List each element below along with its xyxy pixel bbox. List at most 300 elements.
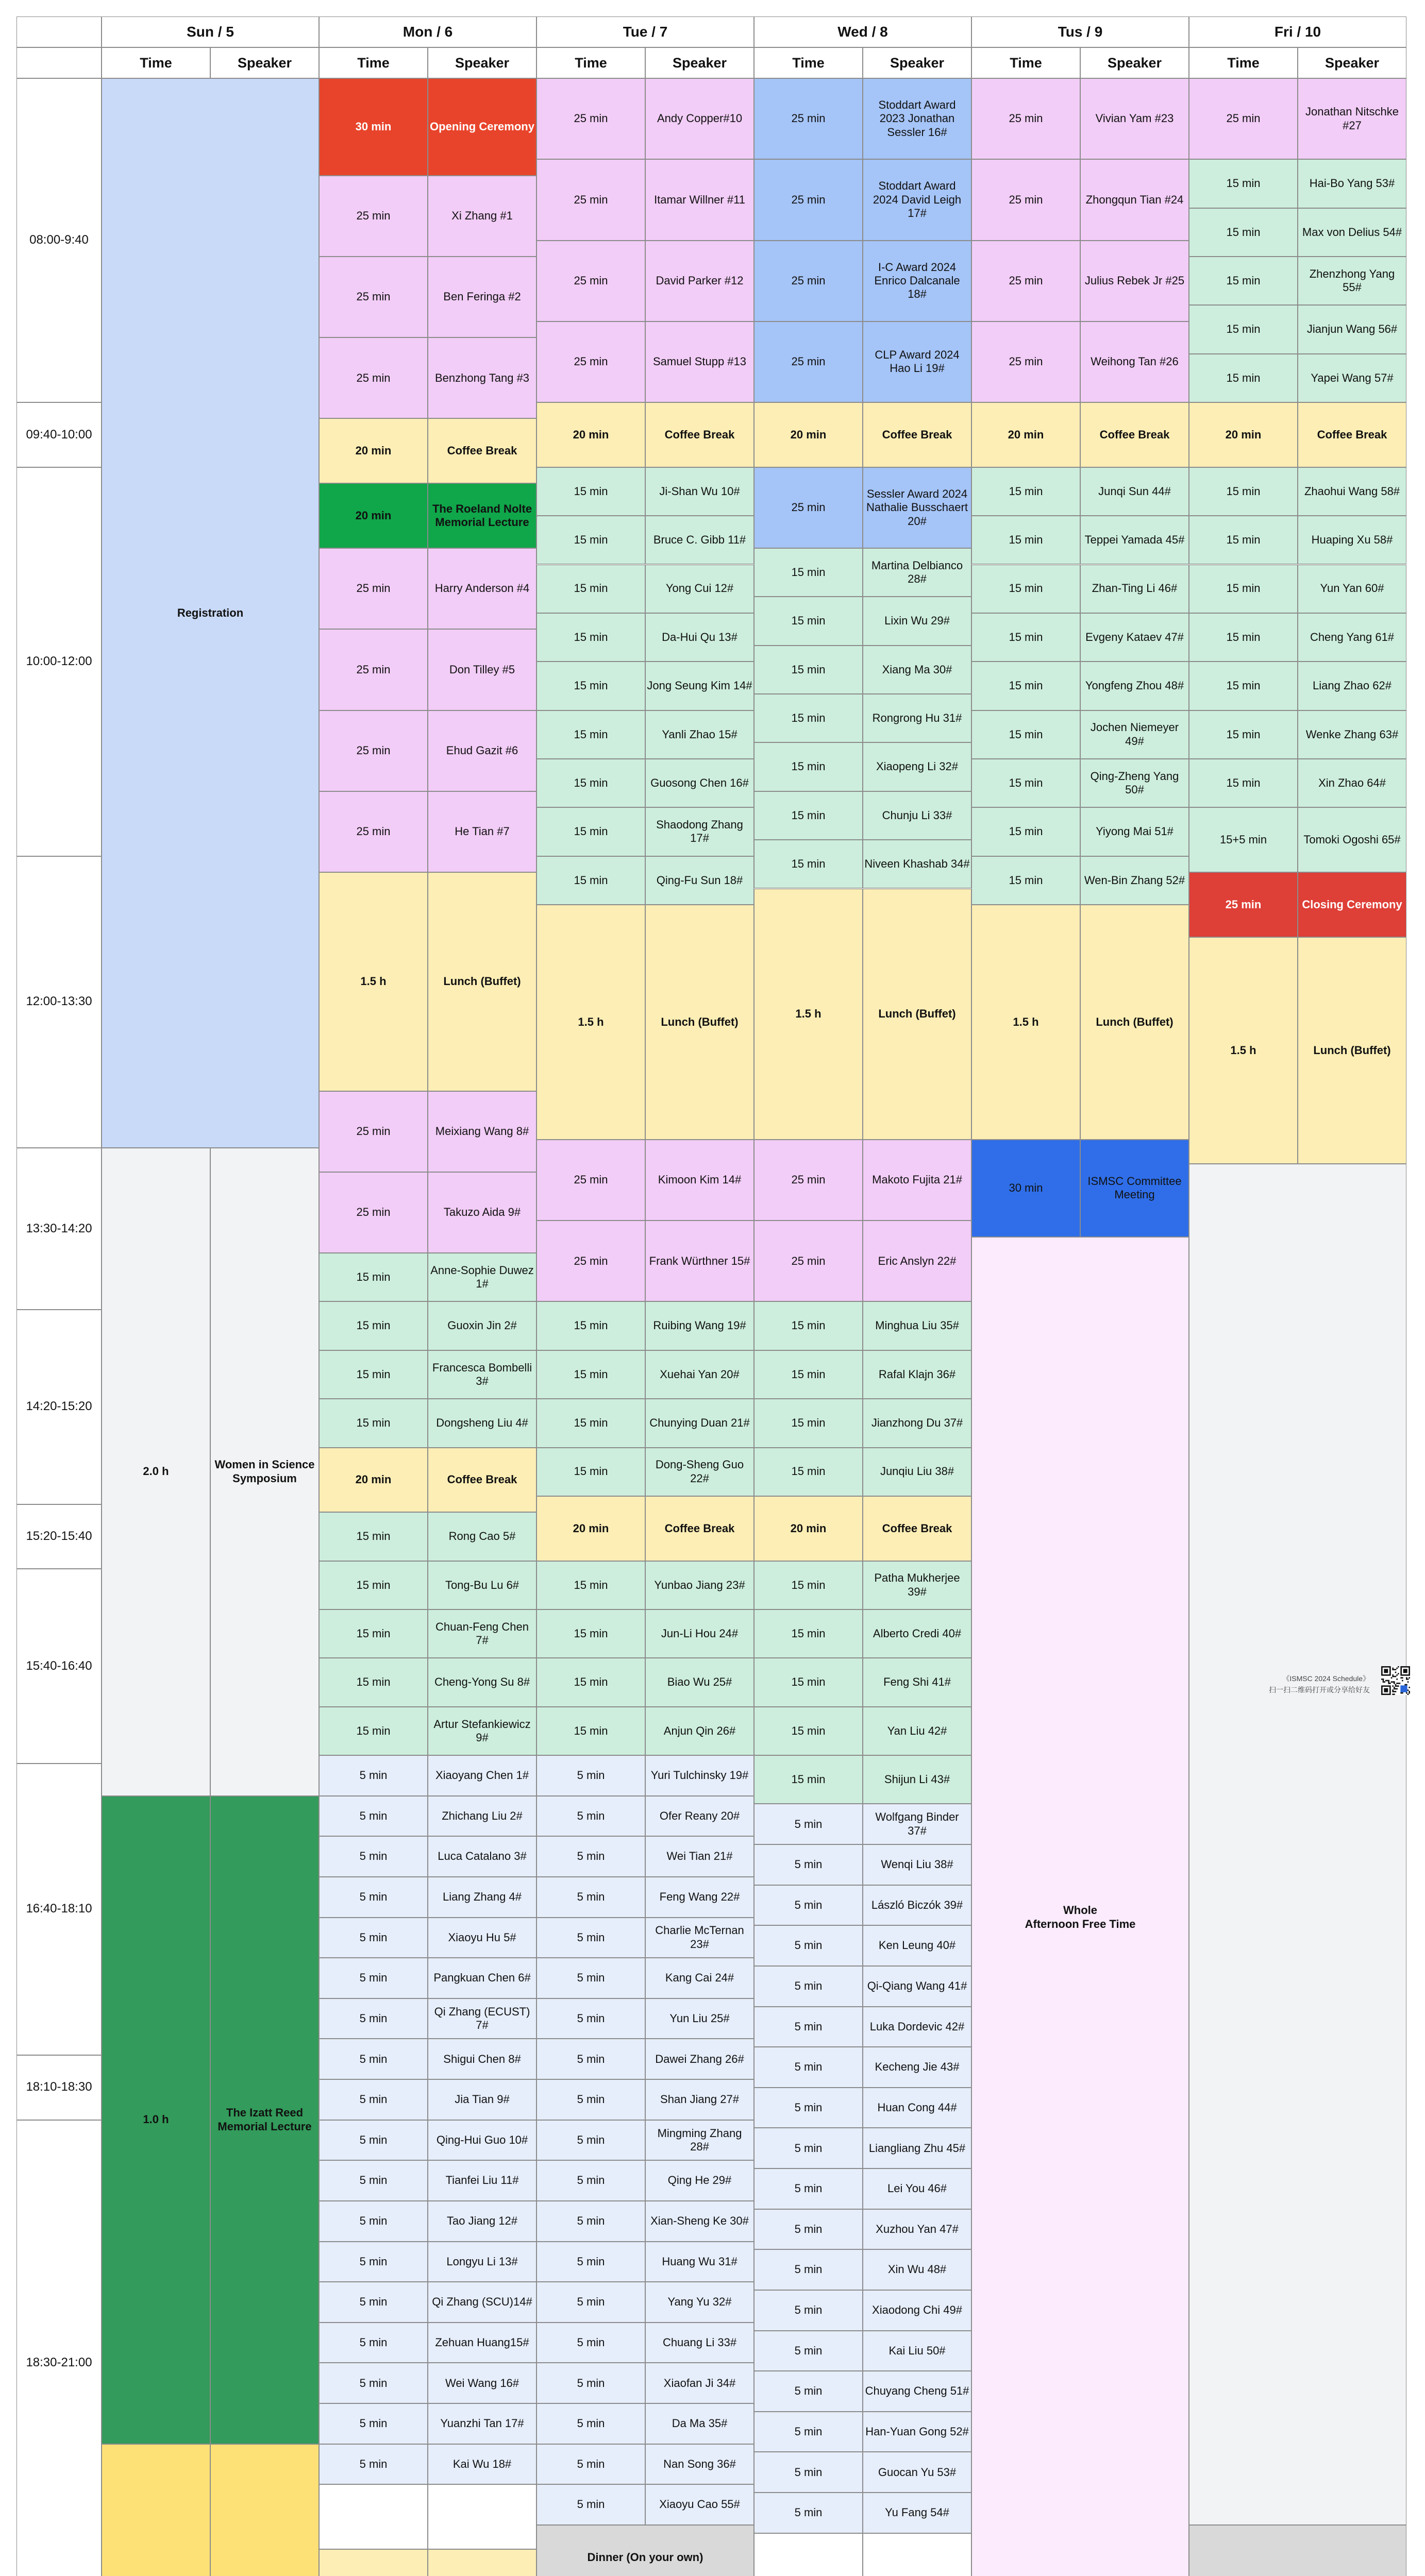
session-speaker: Junqiu Liu 38# bbox=[863, 1448, 971, 1496]
session-speaker: Kai Liu 50# bbox=[863, 2331, 971, 2371]
session-speaker: I-C Award 2024 Enrico Dalcanale 18# bbox=[863, 241, 971, 321]
session-speaker: Cheng-Yong Su 8# bbox=[428, 1658, 537, 1706]
session-duration: 25 min bbox=[537, 241, 645, 321]
session-speaker: Xiaofan Ji 34# bbox=[645, 2363, 754, 2403]
session-speaker: Tao Jiang 12# bbox=[428, 2201, 537, 2242]
session-duration bbox=[754, 2533, 863, 2576]
session-duration: 25 min bbox=[319, 337, 428, 418]
session-speaker: Xiaoyu Hu 5# bbox=[428, 1918, 537, 1958]
session-speaker: Kimoon Kim 14# bbox=[645, 1140, 754, 1221]
session-speaker: Coffee Break bbox=[428, 1448, 537, 1513]
session-speaker: Xiang Ma 30# bbox=[863, 646, 971, 694]
session-duration: 25 min bbox=[537, 1140, 645, 1221]
session-duration: 5 min bbox=[537, 1836, 645, 1877]
merged-block: Whole Afternoon Free Time bbox=[971, 1237, 1189, 2576]
session-speaker: Samuel Stupp #13 bbox=[645, 321, 754, 402]
session-speaker: David Parker #12 bbox=[645, 241, 754, 321]
session-duration: 15 min bbox=[971, 467, 1080, 516]
time-slot-label: 18:30-21:00 bbox=[16, 2120, 102, 2576]
session-duration: 15 min bbox=[754, 1350, 863, 1399]
session-duration: 15 min bbox=[754, 1755, 863, 1804]
session-duration: 25 min bbox=[754, 159, 863, 240]
session-duration: 5 min bbox=[537, 1998, 645, 2039]
session-speaker: Coffee Break bbox=[645, 402, 754, 467]
session-duration: 15+5 min bbox=[1189, 807, 1298, 872]
session-speaker: Dongsheng Liu 4# bbox=[428, 1399, 537, 1447]
session-duration: 15 min bbox=[1189, 613, 1298, 662]
session-speaker: Xiaoyu Cao 55# bbox=[645, 2484, 754, 2525]
session-duration: 5 min bbox=[754, 1925, 863, 1966]
session-speaker: Guocan Yu 53# bbox=[863, 2452, 971, 2493]
session-duration: 5 min bbox=[537, 2282, 645, 2323]
session-duration: 1.5 h bbox=[971, 905, 1080, 1140]
session-speaker: Charlie McTernan 23# bbox=[645, 1918, 754, 1958]
session-speaker: Makoto Fujita 21# bbox=[863, 1140, 971, 1221]
session-duration: 15 min bbox=[319, 1609, 428, 1658]
session-speaker: Qing He 29# bbox=[645, 2160, 754, 2201]
session-speaker: Coffee Break bbox=[863, 402, 971, 467]
session-speaker: He Tian #7 bbox=[428, 791, 537, 872]
session-speaker: Guosong Chen 16# bbox=[645, 759, 754, 807]
session-speaker: Rafal Klajn 36# bbox=[863, 1350, 971, 1399]
session-duration: 20 min bbox=[537, 402, 645, 467]
session-speaker: Lei You 46# bbox=[863, 2168, 971, 2209]
session-speaker: Tianfei Liu 11# bbox=[428, 2160, 537, 2201]
time-column-header: Time bbox=[971, 47, 1080, 78]
session-duration: 5 min bbox=[537, 2444, 645, 2485]
session-duration: 15 min bbox=[754, 646, 863, 694]
session-duration: 1.5 h bbox=[754, 889, 863, 1140]
session-duration: 15 min bbox=[1189, 710, 1298, 759]
session-duration: 5 min bbox=[319, 1958, 428, 1998]
session-speaker: Frank Würthner 15# bbox=[645, 1221, 754, 1301]
session-speaker: Coffee Break bbox=[863, 1496, 971, 1561]
session-speaker: Qing-Fu Sun 18# bbox=[645, 856, 754, 905]
session-speaker: Francesca Bombelli 3# bbox=[428, 1350, 537, 1399]
session-duration: 15 min bbox=[754, 1658, 863, 1706]
session-duration: 5 min bbox=[537, 2242, 645, 2282]
session-speaker: Rong Cao 5# bbox=[428, 1512, 537, 1561]
session-duration: 5 min bbox=[754, 1885, 863, 1926]
session-speaker: Kecheng Jie 43# bbox=[863, 2047, 971, 2088]
session-duration: 15 min bbox=[319, 1350, 428, 1399]
session-duration: 15 min bbox=[754, 1609, 863, 1658]
session-speaker: Yan Liu 42# bbox=[863, 1707, 971, 1755]
time-column-header: Time bbox=[1189, 47, 1298, 78]
session-speaker: Zhaohui Wang 58# bbox=[1298, 467, 1406, 516]
merged-block bbox=[1189, 2525, 1406, 2576]
session-speaker: Jong Seung Kim 14# bbox=[645, 662, 754, 710]
session-speaker: Anne-Sophie Duwez 1# bbox=[428, 1253, 537, 1301]
session-duration: 5 min bbox=[319, 2363, 428, 2403]
time-slot-label: 09:40-10:00 bbox=[16, 402, 102, 467]
merged-block bbox=[1189, 1164, 1406, 2525]
session-duration: 5 min bbox=[537, 1796, 645, 1837]
session-duration: 15 min bbox=[754, 1707, 863, 1755]
session-duration: 15 min bbox=[537, 1561, 645, 1609]
session-duration: 25 min bbox=[537, 159, 645, 240]
session-duration: 15 min bbox=[537, 710, 645, 759]
session-duration: 25 min bbox=[537, 78, 645, 159]
session-duration: 15 min bbox=[537, 662, 645, 710]
time-column-header: Time bbox=[102, 47, 210, 78]
session-duration: 15 min bbox=[319, 1512, 428, 1561]
session-duration: 25 min bbox=[319, 1091, 428, 1172]
session-duration: 5 min bbox=[319, 1918, 428, 1958]
session-duration: 15 min bbox=[537, 856, 645, 905]
time-slot-label: 14:20-15:20 bbox=[16, 1310, 102, 1504]
session-duration: 15 min bbox=[537, 467, 645, 516]
session-duration: 20 min bbox=[319, 483, 428, 548]
session-speaker: Xin Zhao 64# bbox=[1298, 759, 1406, 807]
session-duration: 25 min bbox=[971, 78, 1080, 159]
session-duration: 5 min bbox=[754, 2249, 863, 2290]
session-duration: 5 min bbox=[537, 1877, 645, 1918]
session-speaker: Liang Zhang 4# bbox=[428, 1877, 537, 1918]
session-duration: 5 min bbox=[754, 2371, 863, 2412]
session-duration: 5 min bbox=[754, 1804, 863, 1844]
session-duration: 1.5 h bbox=[1189, 937, 1298, 1164]
session-speaker: Tong-Bu Lu 6# bbox=[428, 1561, 537, 1609]
session-duration: 15 min bbox=[971, 565, 1080, 613]
session-speaker: Luka Dordevic 42# bbox=[863, 2007, 971, 2047]
session-speaker: Yiyong Mai 51# bbox=[1080, 807, 1189, 856]
session-speaker: Chunying Duan 21# bbox=[645, 1399, 754, 1447]
session-speaker: Luca Catalano 3# bbox=[428, 1836, 537, 1877]
session-duration: 5 min bbox=[754, 2452, 863, 2493]
session-speaker: Da-Hui Qu 13# bbox=[645, 613, 754, 662]
session-duration: 15 min bbox=[537, 613, 645, 662]
speaker-column-header: Speaker bbox=[428, 47, 537, 78]
session-speaker: Pangkuan Chen 6# bbox=[428, 1958, 537, 1998]
session-duration: 25 min bbox=[754, 241, 863, 321]
session-duration: 25 min bbox=[754, 78, 863, 159]
session-duration: 5 min bbox=[537, 1755, 645, 1796]
time-slot-label: 16:40-18:10 bbox=[16, 1764, 102, 2055]
session-duration: 25 min bbox=[1189, 872, 1298, 937]
session-speaker: Niveen Khashab 34# bbox=[863, 840, 971, 888]
session-duration: 1.5 h bbox=[319, 872, 428, 1091]
session-duration: 5 min bbox=[319, 2120, 428, 2161]
session-duration: 15 min bbox=[971, 613, 1080, 662]
session-duration: 15 min bbox=[537, 1350, 645, 1399]
session-speaker: Patha Mukherjee 39# bbox=[863, 1561, 971, 1609]
session-speaker: Minghua Liu 35# bbox=[863, 1301, 971, 1350]
session-duration: 2.0 h bbox=[102, 1148, 210, 1796]
session-speaker: Stoddart Award 2024 David Leigh 17# bbox=[863, 159, 971, 240]
session-speaker: Lunch (Buffet) bbox=[645, 905, 754, 1140]
session-speaker: Nan Song 36# bbox=[645, 2444, 754, 2485]
session-speaker: Zehuan Huang15# bbox=[428, 2323, 537, 2363]
session-speaker: Andy Copper#10 bbox=[645, 78, 754, 159]
session-speaker: ISMSC Committee Meeting bbox=[1080, 1140, 1189, 1237]
merged-block: Dinner (On your own) bbox=[537, 2525, 754, 2576]
session-duration: 15 min bbox=[971, 856, 1080, 905]
session-duration: 1.5 h bbox=[537, 905, 645, 1140]
qr-code-icon[interactable] bbox=[1381, 1666, 1410, 1695]
session-duration: 5 min bbox=[754, 2493, 863, 2533]
session-duration: 25 min bbox=[754, 1140, 863, 1221]
session-duration: 25 min bbox=[971, 159, 1080, 240]
session-duration: 25 min bbox=[319, 257, 428, 337]
session-speaker: Qi Zhang (ECUST) 7# bbox=[428, 1998, 537, 2039]
session-speaker: Xi Zhang #1 bbox=[428, 176, 537, 257]
speaker-column-header: Speaker bbox=[863, 47, 971, 78]
session-duration: 5 min bbox=[537, 2079, 645, 2120]
session-duration: 5 min bbox=[319, 1998, 428, 2039]
session-duration: 15 min bbox=[1189, 516, 1298, 564]
session-speaker: Xian-Sheng Ke 30# bbox=[645, 2201, 754, 2242]
session-speaker: Wen-Bin Zhang 52# bbox=[1080, 856, 1189, 905]
session-duration: 25 min bbox=[319, 791, 428, 872]
session-speaker: Stoddart Award 2023 Jonathan Sessler 16# bbox=[863, 78, 971, 159]
session-duration: 15 min bbox=[1189, 565, 1298, 613]
session-duration: 5 min bbox=[754, 2290, 863, 2331]
session-duration: 5 min bbox=[319, 1836, 428, 1877]
session-speaker: Xiaoyang Chen 1# bbox=[428, 1755, 537, 1796]
time-slot-label: 10:00-12:00 bbox=[16, 467, 102, 856]
session-speaker: Huan Cong 44# bbox=[863, 2088, 971, 2128]
session-speaker: Lunch (Buffet) bbox=[1080, 905, 1189, 1140]
session-duration: 25 min bbox=[319, 176, 428, 257]
session-duration: 5 min bbox=[319, 1755, 428, 1796]
session-speaker: Yuanzhi Tan 17# bbox=[428, 2403, 537, 2444]
session-duration: 15 min bbox=[754, 1448, 863, 1496]
session-speaker: Wei Tian 21# bbox=[645, 1836, 754, 1877]
day-header: Sun / 5 bbox=[102, 16, 319, 47]
session-duration: 25 min bbox=[537, 1221, 645, 1301]
session-speaker: Don Tilley #5 bbox=[428, 629, 537, 710]
session-duration: 5 min bbox=[319, 1877, 428, 1918]
session-speaker: Coffee Break bbox=[1298, 402, 1406, 467]
session-speaker: Junqi Sun 44# bbox=[1080, 467, 1189, 516]
session-speaker: Hai-Bo Yang 53# bbox=[1298, 159, 1406, 208]
session-speaker: Zhenzhong Yang 55# bbox=[1298, 257, 1406, 305]
session-speaker: Qing-Zheng Yang 50# bbox=[1080, 759, 1189, 807]
session-speaker: Alberto Credi 40# bbox=[863, 1609, 971, 1658]
session-speaker: Feng Shi 41# bbox=[863, 1658, 971, 1706]
session-duration: 15 min bbox=[1189, 208, 1298, 257]
session-speaker: The Izatt Reed Memorial Lecture bbox=[210, 1796, 319, 2444]
session-duration: 5 min bbox=[319, 1796, 428, 1837]
session-speaker: Wenke Zhang 63# bbox=[1298, 710, 1406, 759]
session-duration: 20 min bbox=[1189, 402, 1298, 467]
session-duration: 15 min bbox=[754, 1561, 863, 1609]
session-duration: 15 min bbox=[1189, 159, 1298, 208]
session-duration: 1.0 h bbox=[102, 1796, 210, 2444]
session-duration: 15 min bbox=[537, 1707, 645, 1755]
session-speaker: Harry Anderson #4 bbox=[428, 548, 537, 629]
session-duration: 5 min bbox=[754, 1966, 863, 2007]
session-speaker: László Biczók 39# bbox=[863, 1885, 971, 1926]
session-duration: 15 min bbox=[319, 1301, 428, 1350]
session-duration: 20 min bbox=[971, 402, 1080, 467]
session-speaker: Yun Yan 60# bbox=[1298, 565, 1406, 613]
session-speaker: Dong-Sheng Guo 22# bbox=[645, 1448, 754, 1496]
session-duration: 15 min bbox=[754, 1301, 863, 1350]
session-speaker: Yuri Tulchinsky 19# bbox=[645, 1755, 754, 1796]
session-speaker: Shaodong Zhang 17# bbox=[645, 807, 754, 856]
session-duration: 20 min bbox=[319, 418, 428, 483]
session-speaker: Huaping Xu 58# bbox=[1298, 516, 1406, 564]
session-duration: 15 min bbox=[754, 742, 863, 791]
session-speaker: Qi-Qiang Wang 41# bbox=[863, 1966, 971, 2007]
session-duration: 30 min bbox=[319, 78, 428, 176]
session-duration: 20 min bbox=[754, 402, 863, 467]
session-speaker: Yu Fang 54# bbox=[863, 2493, 971, 2533]
session-speaker: Kai Wu 18# bbox=[428, 2444, 537, 2485]
session-speaker: Ji-Shan Wu 10# bbox=[645, 467, 754, 516]
session-duration: 5 min bbox=[754, 2412, 863, 2452]
session-duration: 25 min bbox=[537, 321, 645, 402]
session-speaker: Guoxin Jin 2# bbox=[428, 1301, 537, 1350]
session-speaker: Lunch (Buffet) bbox=[1298, 937, 1406, 1164]
session-speaker: Chunju Li 33# bbox=[863, 791, 971, 840]
session-duration: 5 min bbox=[319, 2039, 428, 2079]
session-duration: 25 min bbox=[1189, 78, 1298, 159]
session-duration: 5 min bbox=[754, 2128, 863, 2168]
session-speaker: Ken Leung 40# bbox=[863, 1925, 971, 1966]
session-speaker: Xin Wu 48# bbox=[863, 2249, 971, 2290]
session-speaker: Dawei Zhang 26# bbox=[645, 2039, 754, 2079]
session-duration: 25 min bbox=[754, 1221, 863, 1301]
time-column-header: Time bbox=[537, 47, 645, 78]
session-duration: 15 min bbox=[537, 1399, 645, 1447]
session-duration: 15 min bbox=[319, 1707, 428, 1755]
session-speaker: Julius Rebek Jr #25 bbox=[1080, 241, 1189, 321]
day-header: Tue / 7 bbox=[537, 16, 754, 47]
session-duration: 5 min bbox=[319, 2160, 428, 2201]
session-speaker: Huang Wu 31# bbox=[645, 2242, 754, 2282]
session-duration: 15 min bbox=[754, 548, 863, 597]
session-speaker: Yun Liu 25# bbox=[645, 1998, 754, 2039]
session-speaker: Yunbao Jiang 23# bbox=[645, 1561, 754, 1609]
session-speaker: Qing-Hui Guo 10# bbox=[428, 2120, 537, 2161]
time-slot-label: 15:20-15:40 bbox=[16, 1504, 102, 1569]
session-speaker: Yang Yu 32# bbox=[645, 2282, 754, 2323]
session-duration: 25 min bbox=[319, 629, 428, 710]
session-speaker: Wei Wang 16# bbox=[428, 2363, 537, 2403]
session-duration: 20 min bbox=[537, 1496, 645, 1561]
session-duration: 15 min bbox=[319, 1399, 428, 1447]
day-header: Fri / 10 bbox=[1189, 16, 1406, 47]
session-speaker: Teppei Yamada 45# bbox=[1080, 516, 1189, 564]
session-duration: 5 min bbox=[319, 2282, 428, 2323]
session-speaker: Eric Anslyn 22# bbox=[863, 1221, 971, 1301]
session-speaker: Liang Zhao 62# bbox=[1298, 662, 1406, 710]
footer-note: 扫一扫二维码打开或分享给好友 bbox=[1269, 1686, 1370, 1694]
speaker-column-header: Speaker bbox=[1080, 47, 1189, 78]
session-speaker: Weihong Tan #26 bbox=[1080, 321, 1189, 402]
session-duration: 5 min bbox=[537, 2323, 645, 2363]
session-duration: 15 min bbox=[971, 807, 1080, 856]
time-slot-label: 18:10-18:30 bbox=[16, 2055, 102, 2120]
session-duration: 5 min bbox=[754, 2047, 863, 2088]
session-duration: 15 min bbox=[1189, 257, 1298, 305]
session-speaker: Liangliang Zhu 45# bbox=[863, 2128, 971, 2168]
session-duration: 15 min bbox=[319, 1253, 428, 1301]
session-speaker: Zhongqun Tian #24 bbox=[1080, 159, 1189, 240]
session-speaker: Ben Feringa #2 bbox=[428, 257, 537, 337]
time-column-header: Time bbox=[319, 47, 428, 78]
session-speaker: Yong Cui 12# bbox=[645, 565, 754, 613]
session-duration: 5 min bbox=[754, 2168, 863, 2209]
session-speaker: Mingming Zhang 28# bbox=[645, 2120, 754, 2161]
footer-title: 《ISMSC 2024 Schedule》 bbox=[1282, 1674, 1370, 1683]
session-duration: 15 min bbox=[537, 807, 645, 856]
speaker-column-header: Speaker bbox=[1298, 47, 1406, 78]
session-duration: 5 min bbox=[754, 2088, 863, 2128]
session-speaker: Biao Wu 25# bbox=[645, 1658, 754, 1706]
session-speaker: Takuzo Aida 9# bbox=[428, 1172, 537, 1253]
session-speaker: Feng Wang 22# bbox=[645, 1877, 754, 1918]
session-speaker: Chuyang Cheng 51# bbox=[863, 2371, 971, 2412]
session-duration: 25 min bbox=[971, 321, 1080, 402]
session-duration: 5 min bbox=[319, 2444, 428, 2485]
session-speaker: Zhan-Ting Li 46# bbox=[1080, 565, 1189, 613]
session-speaker: Opening Ceremony bbox=[428, 78, 537, 176]
session-speaker: Zhichang Liu 2# bbox=[428, 1796, 537, 1837]
session-speaker: Xuehai Yan 20# bbox=[645, 1350, 754, 1399]
session-duration: 5 min bbox=[319, 2323, 428, 2363]
session-speaker: Artur Stefankiewicz 9# bbox=[428, 1707, 537, 1755]
session-duration: 5 min bbox=[537, 2160, 645, 2201]
session-speaker: Da Ma 35# bbox=[645, 2403, 754, 2444]
session-speaker: Han-Yuan Gong 52# bbox=[863, 2412, 971, 2452]
session-duration: 15 min bbox=[754, 597, 863, 645]
session-speaker: Benzhong Tang #3 bbox=[428, 337, 537, 418]
session-duration: 15 min bbox=[971, 516, 1080, 564]
session-speaker: Lunch (Buffet) bbox=[428, 872, 537, 1091]
session-speaker: Cheng Yang 61# bbox=[1298, 613, 1406, 662]
session-duration bbox=[102, 2444, 210, 2576]
session-duration: 5 min bbox=[319, 2079, 428, 2120]
session-duration: 5 min bbox=[537, 2201, 645, 2242]
session-duration: 15 min bbox=[537, 759, 645, 807]
session-duration bbox=[319, 2484, 428, 2549]
session-speaker: Lixin Wu 29# bbox=[863, 597, 971, 645]
session-speaker: Chuang Li 33# bbox=[645, 2323, 754, 2363]
session-duration: 15 min bbox=[537, 516, 645, 564]
session-duration: 15 min bbox=[971, 759, 1080, 807]
session-speaker: Ruibing Wang 19# bbox=[645, 1301, 754, 1350]
time-slot-label: 13:30-14:20 bbox=[16, 1148, 102, 1310]
session-speaker: Jonathan Nitschke #27 bbox=[1298, 78, 1406, 159]
session-speaker bbox=[863, 2533, 971, 2576]
speaker-column-header: Speaker bbox=[210, 47, 319, 78]
session-duration: 15 min bbox=[754, 840, 863, 888]
session-duration: 15 min bbox=[754, 791, 863, 840]
session-duration: 15 min bbox=[1189, 305, 1298, 353]
session-speaker: Jianzhong Du 37# bbox=[863, 1399, 971, 1447]
session-duration: 20 min bbox=[754, 1496, 863, 1561]
session-speaker: Chuan-Feng Chen 7# bbox=[428, 1609, 537, 1658]
session-speaker bbox=[428, 2484, 537, 2549]
corner-blank bbox=[16, 47, 102, 78]
session-duration: 15 min bbox=[1189, 354, 1298, 402]
session-speaker: Rongrong Hu 31# bbox=[863, 694, 971, 742]
session-duration: 25 min bbox=[754, 321, 863, 402]
session-duration: 5 min bbox=[319, 2242, 428, 2282]
session-duration: 20 min bbox=[319, 1448, 428, 1513]
session-duration: 5 min bbox=[754, 2007, 863, 2047]
session-speaker: Max von Delius 54# bbox=[1298, 208, 1406, 257]
session-speaker: Sessler Award 2024 Nathalie Busschaert 20# bbox=[863, 467, 971, 548]
session-speaker: Qi Zhang (SCU)14# bbox=[428, 2282, 537, 2323]
session-duration: 5 min bbox=[754, 2209, 863, 2250]
session-speaker: Itamar Willner #11 bbox=[645, 159, 754, 240]
session-speaker: The Roeland Nolte Memorial Lecture bbox=[428, 483, 537, 548]
